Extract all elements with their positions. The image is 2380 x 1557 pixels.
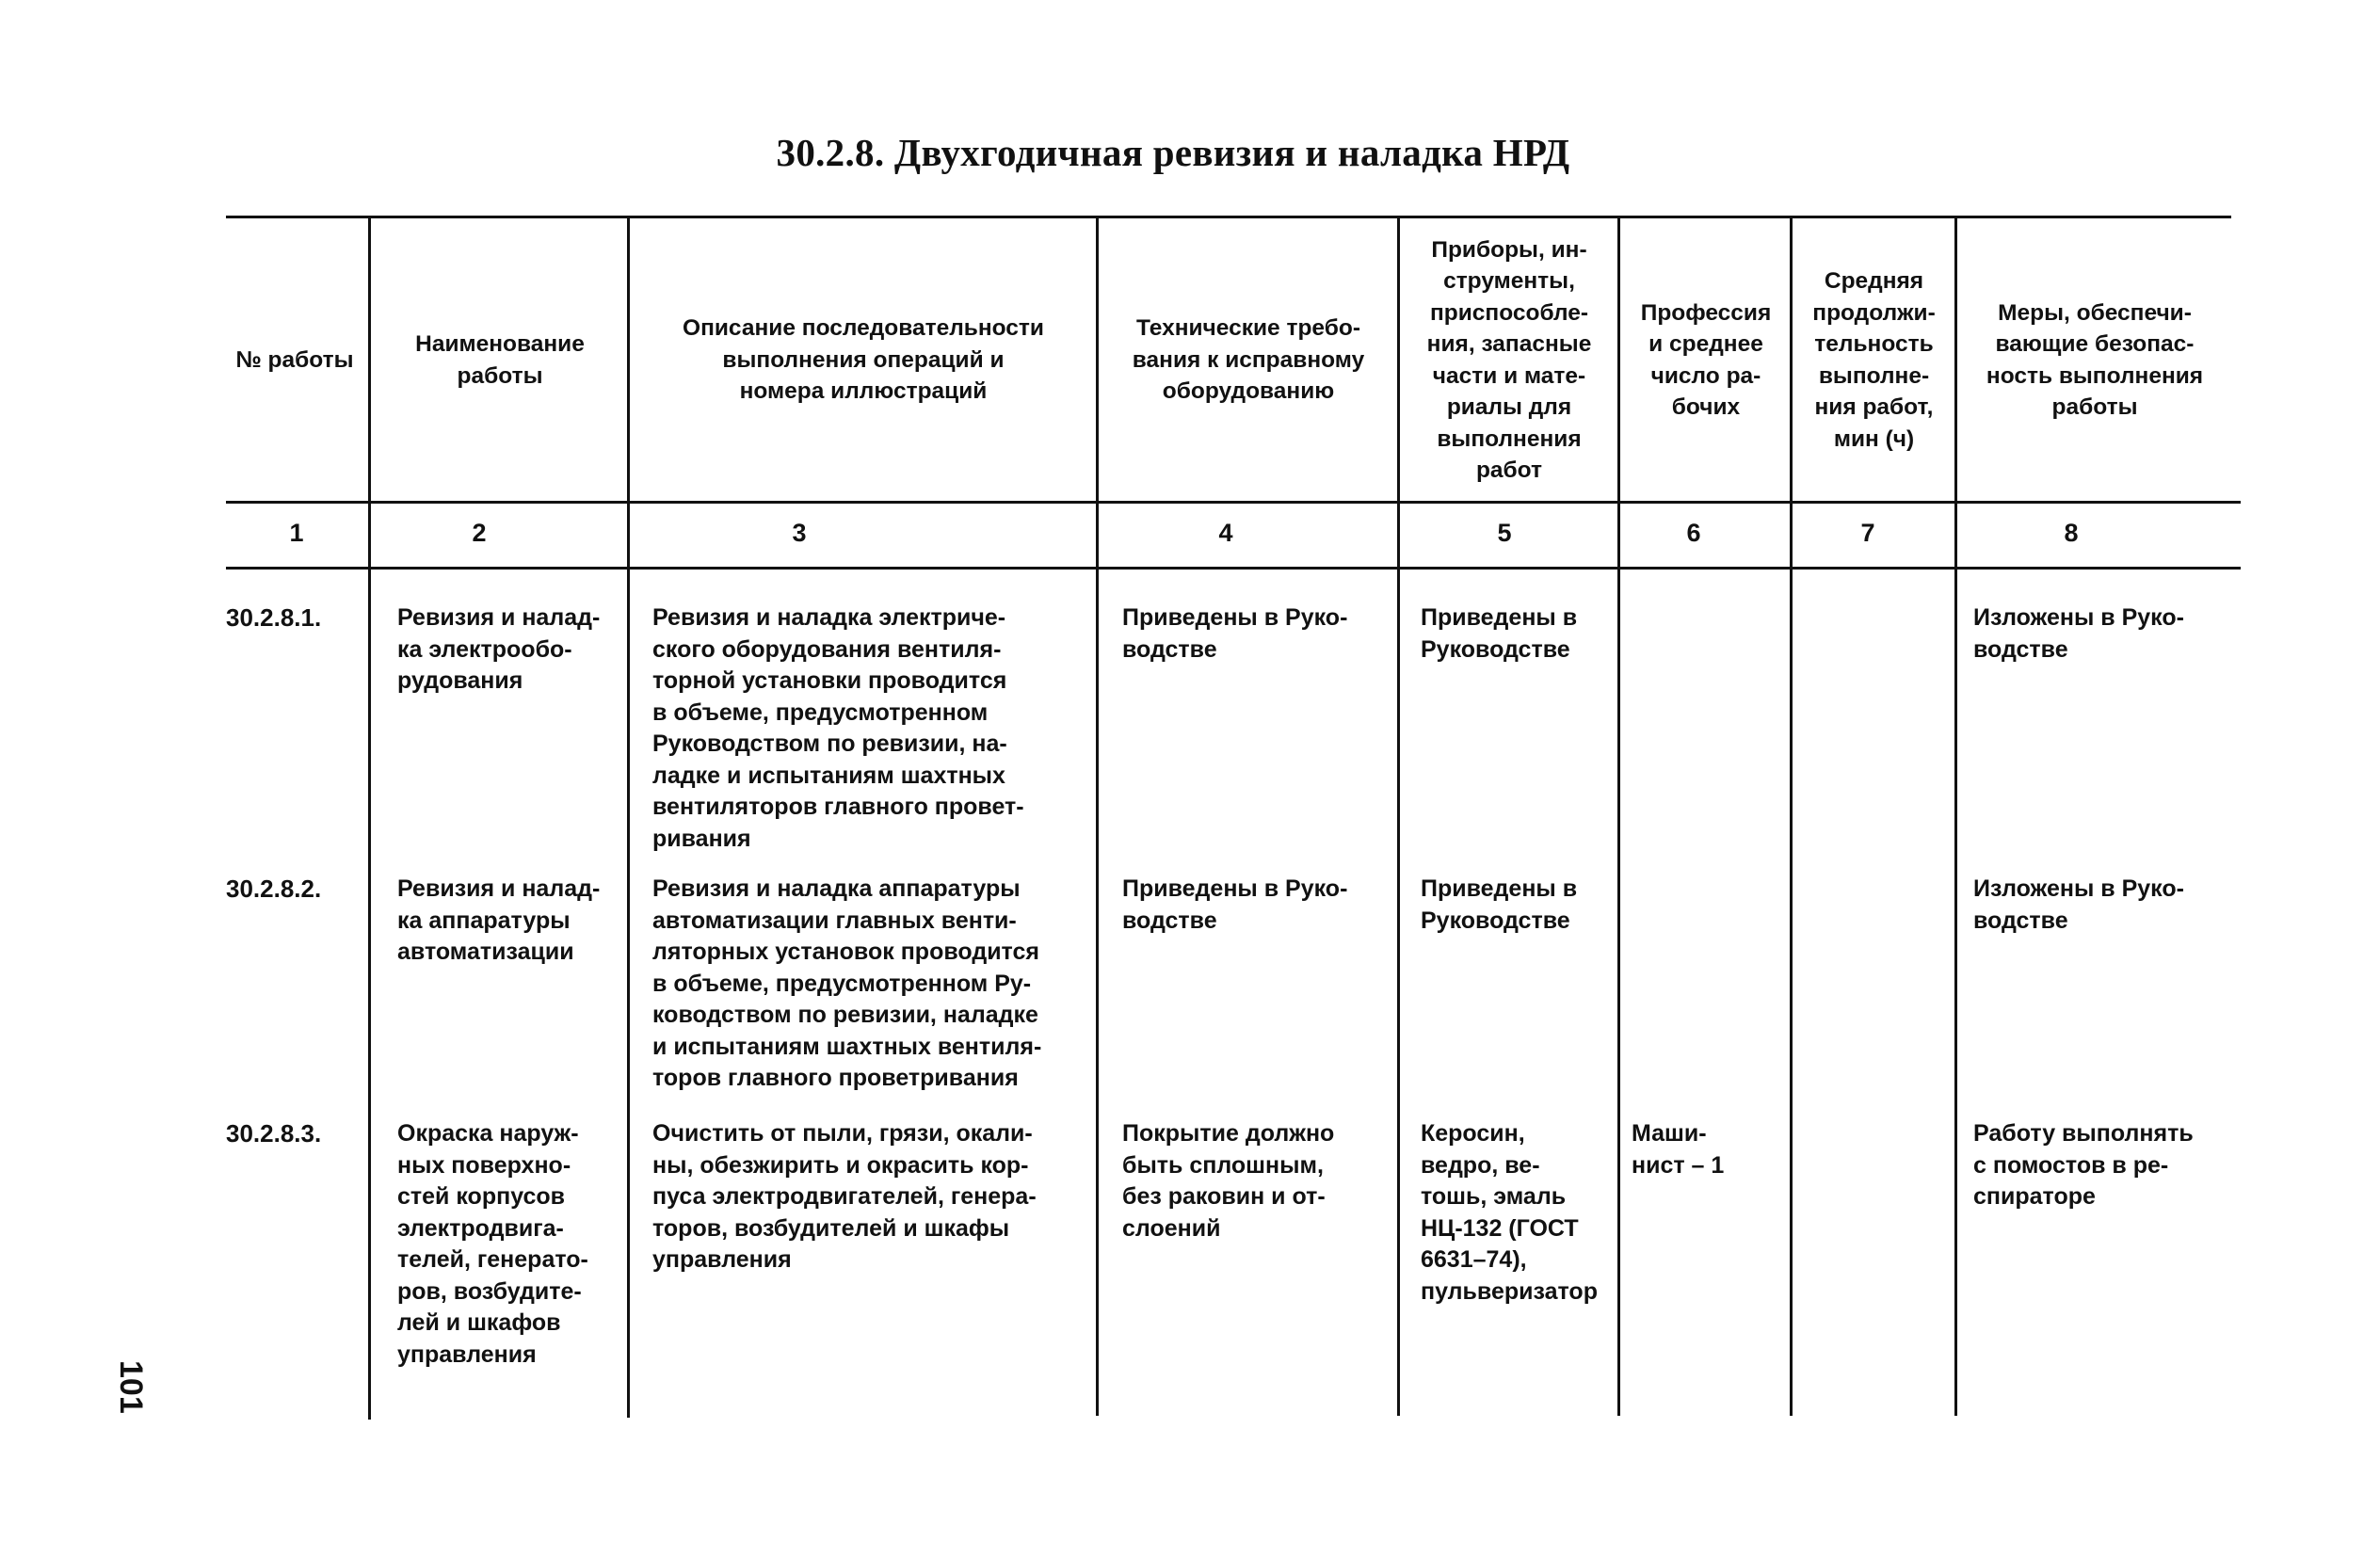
row-1-description: Ревизия и наладка электриче- ского оборудования вентиля- торной установки проводится в объеме, предусмотренном Руководством по ревизии, на- ладке и испытаниям шахтных вентиляторов главного провет- ривания: [652, 604, 1024, 852]
header-duration: Средняя продолжи- тельность выполне- ния работ, мин (ч): [1812, 268, 1936, 452]
row-3-tools: Керосин, ведро, ве- тошь, эмаль НЦ-132 (ГОСТ 6631–74), пульверизатор: [1421, 1120, 1598, 1305]
row-3-number: 30.2.8.3.: [226, 1119, 322, 1148]
column-number-3: 3: [792, 519, 807, 547]
row-1-name: Ревизия и налад- ка электрообо- рудования: [397, 604, 601, 694]
row-2-description: Ревизия и наладка аппаратуры автоматизации главных венти- ляторных установок проводится в объеме, предусмотренном Ру- ководством по ревизии, наладке и испытаниям шахтных вентиля- торов главного проветривания: [652, 875, 1042, 1091]
row-2-requirements: Приведены в Руко- водстве: [1122, 875, 1348, 934]
column-number-6: 6: [1686, 519, 1701, 547]
row-1-number: 30.2.8.1.: [226, 603, 322, 632]
row-3-description: Очистить от пыли, грязи, окали- ны, обезжирить и окрасить кор- пуса электродвигателей, генера- торов, возбудителей и шкафы управления: [652, 1120, 1037, 1273]
column-divider-1: [368, 217, 371, 1420]
column-divider-5: [1617, 217, 1620, 1416]
column-number-5: 5: [1497, 519, 1512, 547]
page-number: 101: [113, 1360, 149, 1414]
page-title: 30.2.8. Двухгодичная ревизия и наладка НРД: [776, 131, 1570, 174]
header-description: Описание последовательности выполнения операций и номера иллюстраций: [683, 315, 1044, 405]
header-bottom-rule: [226, 501, 2241, 504]
row-3-profession: Маши- нист – 1: [1632, 1120, 1725, 1179]
column-divider-2: [627, 217, 630, 1418]
header-job-name: Наименование работы: [415, 331, 585, 389]
row-3-safety: Работу выполнять с помостов в ре- спираторе: [1973, 1120, 2194, 1210]
header-safety: Меры, обеспечи- вающие безопас- ность выполнения работы: [1986, 299, 2204, 420]
header-job-number: № работы: [235, 346, 354, 373]
row-3-requirements: Покрытие должно быть сплошным, без раковин и от- слоений: [1122, 1120, 1335, 1242]
header-tools: Приборы, ин- струменты, приспособле- ния, запасные части и мате- риалы для выполнения работ: [1426, 236, 1592, 483]
column-number-2: 2: [472, 519, 487, 547]
numbers-bottom-rule: [226, 567, 2241, 570]
row-1-requirements: Приведены в Руко- водстве: [1122, 604, 1348, 663]
column-number-4: 4: [1218, 519, 1233, 547]
table-top-rule: [226, 216, 2231, 218]
row-1-safety: Изложены в Руко- водстве: [1973, 604, 2184, 663]
column-divider-3: [1096, 217, 1099, 1416]
row-2-tools: Приведены в Руководстве: [1421, 875, 1578, 934]
column-divider-7: [1954, 217, 1957, 1416]
column-number-7: 7: [1860, 519, 1875, 547]
row-1-tools: Приведены в Руководстве: [1421, 604, 1578, 663]
header-profession: Профессия и среднее число ра- бочих: [1640, 299, 1772, 420]
column-divider-4: [1397, 217, 1400, 1416]
header-requirements: Технические требо- вания к исправному оборудованию: [1132, 315, 1365, 405]
row-2-name: Ревизия и налад- ка аппаратуры автоматизации: [397, 875, 601, 965]
row-3-name: Окраска наруж- ных поверхно- стей корпусов электродвига- телей, генерато- ров, возбудите- лей и шкафов управления: [397, 1120, 588, 1368]
row-2-number: 30.2.8.2.: [226, 875, 322, 903]
row-2-safety: Изложены в Руко- водстве: [1973, 875, 2184, 934]
column-number-1: 1: [289, 519, 304, 547]
column-number-8: 8: [2064, 519, 2079, 547]
